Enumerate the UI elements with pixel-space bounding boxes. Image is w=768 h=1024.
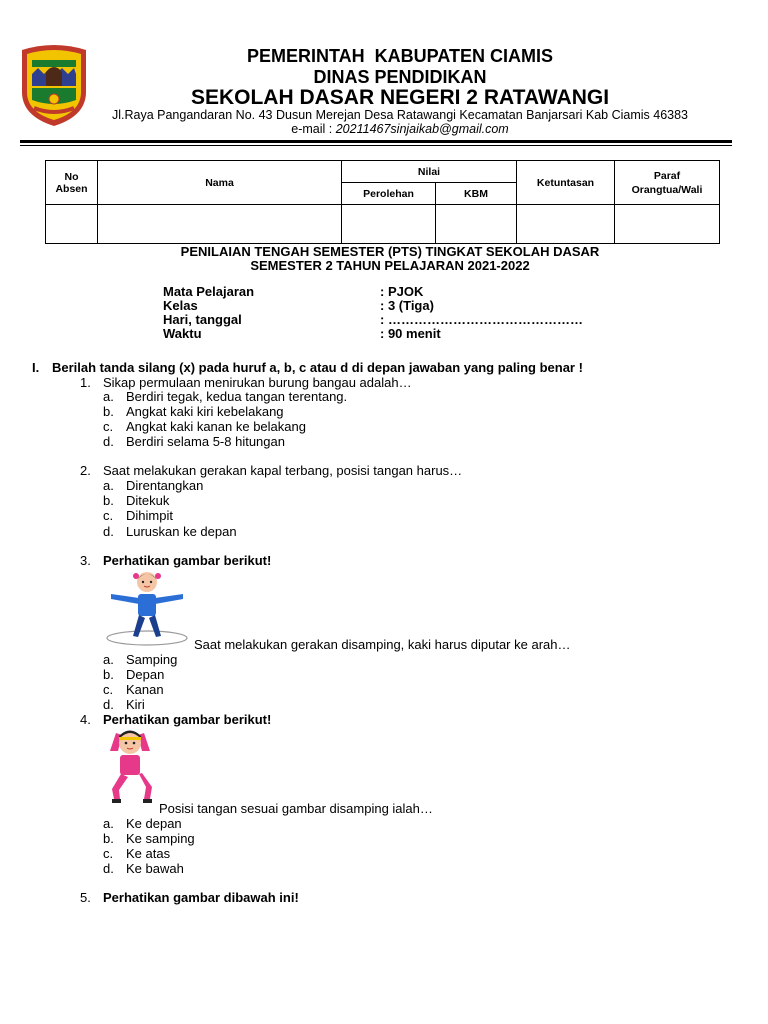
option-text: Depan [126,667,165,682]
col-perolehan: Perolehan [342,183,436,205]
cell-perolehan[interactable] [342,205,436,244]
question-caption: Saat melakukan gerakan disamping, kaki harus diputar ke arah… [194,637,571,652]
option-letter: d. [103,697,114,712]
option-letter: d. [103,434,114,449]
cell-no-absen[interactable] [46,205,98,244]
question-number: 3. [80,553,91,568]
email-value: 20211467sinjaikab@gmail.com [335,122,509,136]
option-letter: c. [103,508,114,523]
col-ketuntasan: Ketuntasan [517,161,615,205]
header-school-name: SEKOLAH DASAR NEGERI 2 RATAWANGI [190,86,610,109]
col-nilai: Nilai [342,161,517,183]
option-letter: b. [103,831,114,846]
option-letter: a. [103,389,114,404]
question-text: Sikap permulaan menirukan burung bangau adalah… [103,375,412,390]
option-text: Ke atas [126,846,171,861]
col-nama: Nama [98,161,342,205]
girl-arms-outstretched-illustration [103,568,193,648]
section-number: I. [32,360,40,375]
option-text: Direntangkan [126,478,204,493]
info-value-time: : 90 menit [380,326,441,341]
option-text: Ke samping [126,831,195,846]
header-government: PEMERINTAH KABUPATEN CIAMIS [247,46,553,66]
option-letter: c. [103,846,114,861]
school-district-logo [18,42,90,128]
header-email [100,122,700,136]
question-number: 4. [80,712,91,727]
option-letter: a. [103,652,114,667]
question-caption: Posisi tangan sesuai gambar disamping ialah… [159,801,433,816]
question-number: 2. [80,463,91,478]
info-label-class: Kelas [163,298,198,313]
option-text: Ditekuk [126,493,170,508]
cell-nama[interactable] [98,205,342,244]
cell-paraf[interactable] [615,205,720,244]
option-text: Dihimpit [126,508,173,523]
header-address: Jl.Raya Pangandaran No. 43 Dusun Merejan Desa Ratawangi Kecamatan Banjarsari Kab Ciamis 46383 [111,108,689,122]
girl-hands-on-head-illustration [100,727,160,807]
question-number: 1. [80,375,91,390]
info-value-subject: : PJOK [380,284,424,299]
question-text: Perhatikan gambar berikut! [103,553,272,568]
option-text: Berdiri selama 5-8 hitungan [126,434,285,449]
col-no-absen: No Absen [46,161,98,205]
option-letter: a. [103,478,114,493]
cell-ketuntasan[interactable] [517,205,615,244]
info-label-date: Hari, tanggal [163,312,242,327]
option-letter: c. [103,682,114,697]
option-text: Ke bawah [126,861,184,876]
option-text: Samping [126,652,178,667]
question-text: Perhatikan gambar berikut! [103,712,272,727]
option-letter: b. [103,493,114,508]
cell-kbm[interactable] [436,205,517,244]
option-letter: a. [103,816,114,831]
option-letter: d. [103,524,114,539]
option-text: Luruskan ke depan [126,524,237,539]
exam-title: PENILAIAN TENGAH SEMESTER (PTS) TINGKAT SEKOLAH DASAR [180,244,600,259]
option-letter: d. [103,861,114,876]
col-paraf: Paraf Orangtua/Wali [615,161,720,205]
option-letter: b. [103,404,114,419]
option-text: Kanan [126,682,164,697]
info-label-subject: Mata Pelajaran [163,284,255,299]
header-rule-thick [20,140,732,143]
exam-semester: SEMESTER 2 TAHUN PELAJARAN 2021-2022 [250,258,530,273]
section-instruction: Berilah tanda silang (x) pada huruf a, b, c atau d di depan jawaban yang paling benar ! [52,360,583,375]
option-text: Ke depan [126,816,182,831]
option-letter: b. [103,667,114,682]
email-label: e-mail : [291,122,336,136]
option-text: Kiri [126,697,145,712]
header-rule-thin [20,145,732,146]
info-label-time: Waktu [163,326,202,341]
question-number: 5. [80,890,91,905]
student-grade-table [45,160,720,244]
info-value-class: : 3 (Tiga) [380,298,434,313]
info-value-date: : ……………………………………… [380,312,583,327]
option-text: Berdiri tegak, kedua tangan terentang. [126,389,348,404]
question-text: Perhatikan gambar dibawah ini! [103,890,299,905]
option-letter: c. [103,419,114,434]
question-text: Saat melakukan gerakan kapal terbang, posisi tangan harus… [103,463,463,478]
option-text: Angkat kaki kanan ke belakang [126,419,306,434]
header-department: DINAS PENDIDIKAN [313,67,487,87]
option-text: Angkat kaki kiri kebelakang [126,404,284,419]
col-kbm: KBM [436,183,517,205]
